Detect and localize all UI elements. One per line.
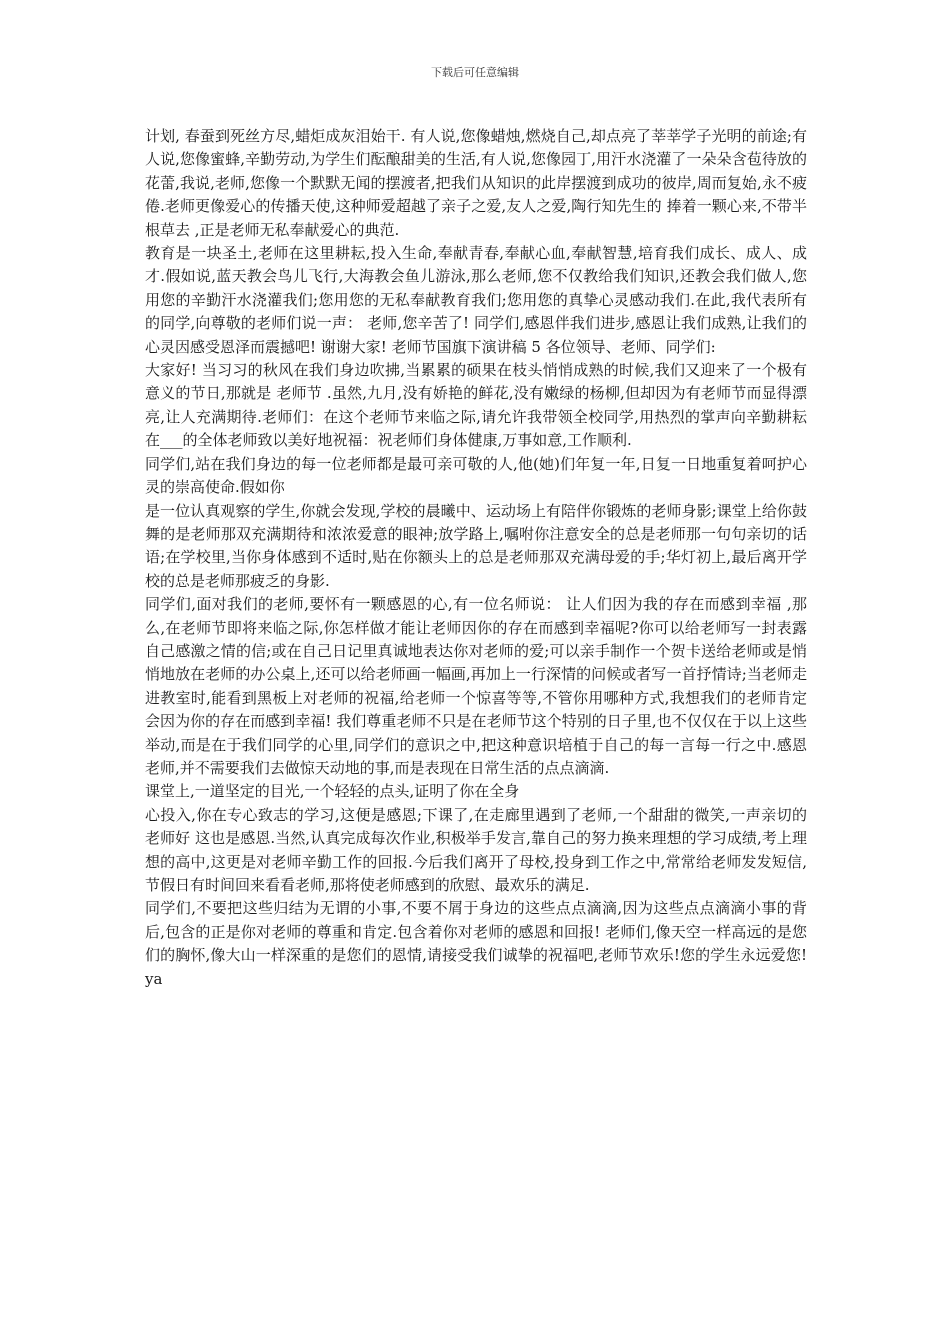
paragraph-2: 教育是一块圣土,老师在这里耕耘,投入生命,奉献青春,奉献心血,奉献智慧,培育我们成长、成人、成才.假如说,蓝天教会鸟儿飞行,大海教会鱼儿游泳,那么老师,您不仅教给我们知识,还教会我们做人,您用您的辛勤汗水浇灌我们;您用您的无私奉献教育我们;您用您的真挚心灵感动我们.在此,我代表所有的同学,向尊敬的老师们说一声： 老师,您辛苦了! 同学们,感恩伴我们进步,感恩让我们成熟,让我们的心灵因感受恩泽而震撼吧! 谢谢大家! 老师节国旗下演讲稿 5 各位领导、老师、同学们: (145, 244, 807, 356)
paragraph-7: 课堂上,一道坚定的目光,一个轻轻的点头,证明了你在全身 (145, 782, 520, 801)
paragraph-8: 心投入,你在专心致志的学习,这便是感恩;下课了,在走廊里遇到了老师,一个甜甜的微笑,一声亲切的 老师好 这也是感恩.当然,认真完成每次作业,积极举手发言,靠自己的努力换来理想的学习成绩,考上理想的高中,这更是对老师辛勤工作的回报.今后我们离开了母校,投身到工作之中,常常给老师发发短信,节假日有时间回来看看老师,那将使老师感到的欣慰、最欢乐的满足. (145, 805, 807, 894)
document-body (145, 125, 807, 991)
paragraph-1: 计划, 春蚕到死丝方尽,蜡炬成灰泪始干. 有人说,您像蜡烛,燃烧自己,却点亮了莘莘学子光明的前途;有人说,您像蜜蜂,辛勤劳动,为学生们酝酿甜美的生活,有人说,您像园丁,用汗水浇灌了一朵朵含苞待放的花蕾,我说,老师,您像一个默默无闻的摆渡者,把我们从知识的此岸摆渡到成功的彼岸,周而复始,永不疲倦.老师更像爱心的传播天使,这种师爱超越了亲子之爱,友人之爱,陶行知先生的 捧着一颗心来,不带半根草去 ,正是老师无私奉献爱心的典范. (145, 127, 807, 239)
paragraph-6: 同学们,面对我们的老师,要怀有一颗感恩的心,有一位名师说： 让人们因为我的存在而感到幸福 ,那么,在老师节即将来临之际,你怎样做才能让老师因你的存在而感到幸福呢?你可以给老师写一封表露自己感激之情的信;或在自己日记里真诚地表达你对老师的爱;可以亲手制作一个贺卡送给老师或是悄悄地放在老师的办公桌上,还可以给老师画一幅画,再加上一行深情的问候或者写一首抒情诗;当老师走进教室时,能看到黑板上对老师的祝福,给老师一个惊喜等等,不管你用哪种方式,我想我们的老师肯定会因为你的存在而感到幸福! 我们尊重老师不只是在老师节这个特别的日子里,也不仅仅在于以上这些举动,而是在于我们同学的心里,同学们的意识之中,把这种意识培植于自己的每一言每一行之中.感恩老师,并不需要我们去做惊天动地的事,而是表现在日常生活的点点滴滴. (145, 595, 807, 777)
paragraph-9: 同学们,不要把这些归结为无谓的小事,不要不屑于身边的这些点点滴滴,因为这些点点滴滴小事的背后,包含的正是你对老师的尊重和肯定.包含着你对老师的感恩和回报! 老师们,像天空一样高远的是您们的胸怀,像大山一样深重的是您们的恩情,请接受我们诚挚的祝福吧,老师节欢乐!您的学生永远爱您! ya (145, 899, 807, 988)
paragraph-3: 大家好! 当习习的秋风在我们身边吹拂,当累累的硕果在枝头悄悄成熟的时候,我们又迎来了一个极有意义的节日,那就是 老师节 .虽然,九月,没有娇艳的鲜花,没有嫩绿的杨柳,但却因为有老师节而显得漂亮,让人充满期待.老师们：在这个老师节来临之际,请允许我带领全校同学,用热烈的掌声向辛勤耕耘在___的全体老师致以美好地祝福：祝老师们身体健康,万事如意,工作顺利. (145, 361, 807, 450)
page-header: 下载后可任意编辑 (431, 66, 519, 79)
paragraph-4: 同学们,站在我们身边的每一位老师都是最可亲可敬的人,他(她)们年复一年,日复一日地重复着呵护心灵的崇高使命.假如你 (145, 454, 807, 497)
paragraph-5: 是一位认真观察的学生,你就会发现,学校的晨曦中、运动场上有陪伴你锻炼的老师身影;课堂上给你鼓舞的是老师那双充满期待和浓浓爱意的眼神;放学路上,嘱咐你注意安全的总是老师那一句句亲切的话语;在学校里,当你身体感到不适时,贴在你额头上的总是老师那双充满母爱的手;华灯初上,最后离开学校的总是老师那疲乏的身影. (145, 501, 807, 590)
